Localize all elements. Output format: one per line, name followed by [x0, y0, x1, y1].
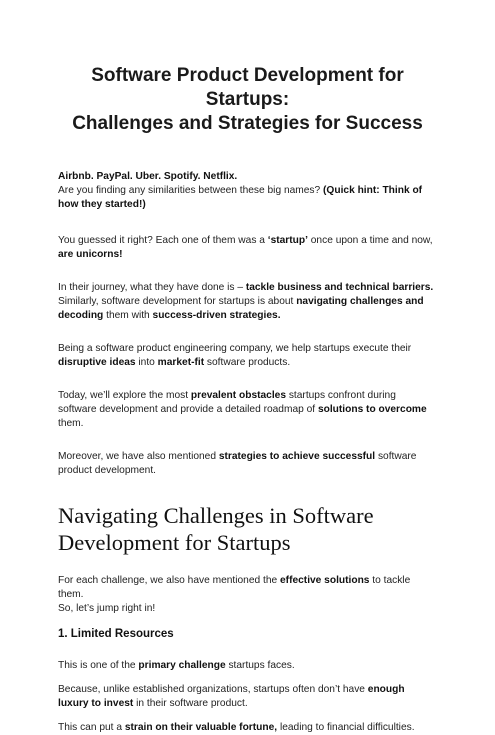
- bold-run: ‘startup’: [267, 235, 308, 246]
- bold-run: success-driven strategies.: [152, 310, 281, 321]
- bold-run: solutions to overcome: [317, 404, 427, 415]
- text-run: leading to financial difficulties.: [277, 722, 415, 733]
- text-run: them.: [58, 418, 84, 429]
- bold-run: are unicorns!: [58, 249, 123, 260]
- text-run: Being a software product engineering company, we help startups execute their: [58, 343, 412, 354]
- moreover-paragraph: [58, 450, 437, 478]
- intro-paragraph: [58, 170, 437, 212]
- text-run: software products.: [204, 357, 291, 368]
- text-run: Similarly, software development for startups is about: [58, 296, 297, 307]
- text-run: This is one of the: [58, 660, 139, 671]
- text-run: This can put a: [58, 722, 125, 733]
- text-run: once upon a time and now,: [307, 235, 433, 246]
- company-paragraph: [58, 342, 437, 370]
- brand-list: Airbnb. PayPal. Uber. Spotify. Netflix.: [58, 171, 238, 182]
- bold-run: enough luxury to invest: [58, 684, 405, 709]
- bold-run: effective solutions: [280, 575, 370, 586]
- bold-run: tackle business and technical barriers.: [245, 282, 434, 293]
- bold-run: navigating challenges and decoding: [58, 296, 424, 321]
- title-line-2: Challenges and Strategies for Success: [72, 113, 423, 134]
- text-run: in their software product.: [133, 698, 248, 709]
- limited-resources-p2: [58, 683, 437, 711]
- text-run: software product development.: [58, 451, 417, 476]
- today-paragraph: [58, 389, 437, 431]
- text-run: startups confront during software development and provide a detailed roadmap of: [58, 390, 396, 415]
- limited-resources-p1: [58, 659, 437, 673]
- intro-hint: (Quick hint: Think of how they started!): [58, 185, 423, 210]
- text-run: Because, unlike established organizations, startups often don’t have: [58, 684, 368, 695]
- bold-run: primary challenge: [138, 660, 226, 671]
- guessed-paragraph: [58, 234, 437, 262]
- bold-run: strategies to achieve successful: [218, 451, 376, 462]
- text-run: Moreover, we have also mentioned: [58, 451, 219, 462]
- text-run: You guessed it right? Each one of them was a: [58, 235, 268, 246]
- title-line-1: Software Product Development for Startups:: [91, 65, 404, 110]
- intro-question: Are you finding any similarities between these big names?: [58, 185, 324, 196]
- section-lead: [58, 574, 437, 616]
- bold-run: market-fit: [157, 357, 205, 368]
- text-run: to tackle them.: [58, 575, 411, 600]
- document-body: [58, 170, 437, 735]
- subsection-heading: 1. Limited Resources: [58, 628, 174, 640]
- document-title: [58, 0, 437, 136]
- text-run: into: [135, 357, 158, 368]
- journey-paragraph: [58, 281, 437, 323]
- text-run: them with: [103, 310, 153, 321]
- text-run: In their journey, what they have done is –: [58, 282, 246, 293]
- bold-run: prevalent obstacles: [190, 390, 286, 401]
- text-run: startups faces.: [225, 660, 295, 671]
- text-run: Today, we’ll explore the most: [58, 390, 191, 401]
- bold-run: strain on their valuable fortune,: [124, 722, 278, 733]
- limited-resources-p3: [58, 721, 437, 735]
- text-run: For each challenge, we also have mentioned the: [58, 575, 281, 586]
- text-run: So, let’s jump right in!: [58, 603, 156, 614]
- section-heading: Navigating Challenges in Software Development for Startups: [58, 503, 374, 555]
- bold-run: disruptive ideas: [58, 357, 136, 368]
